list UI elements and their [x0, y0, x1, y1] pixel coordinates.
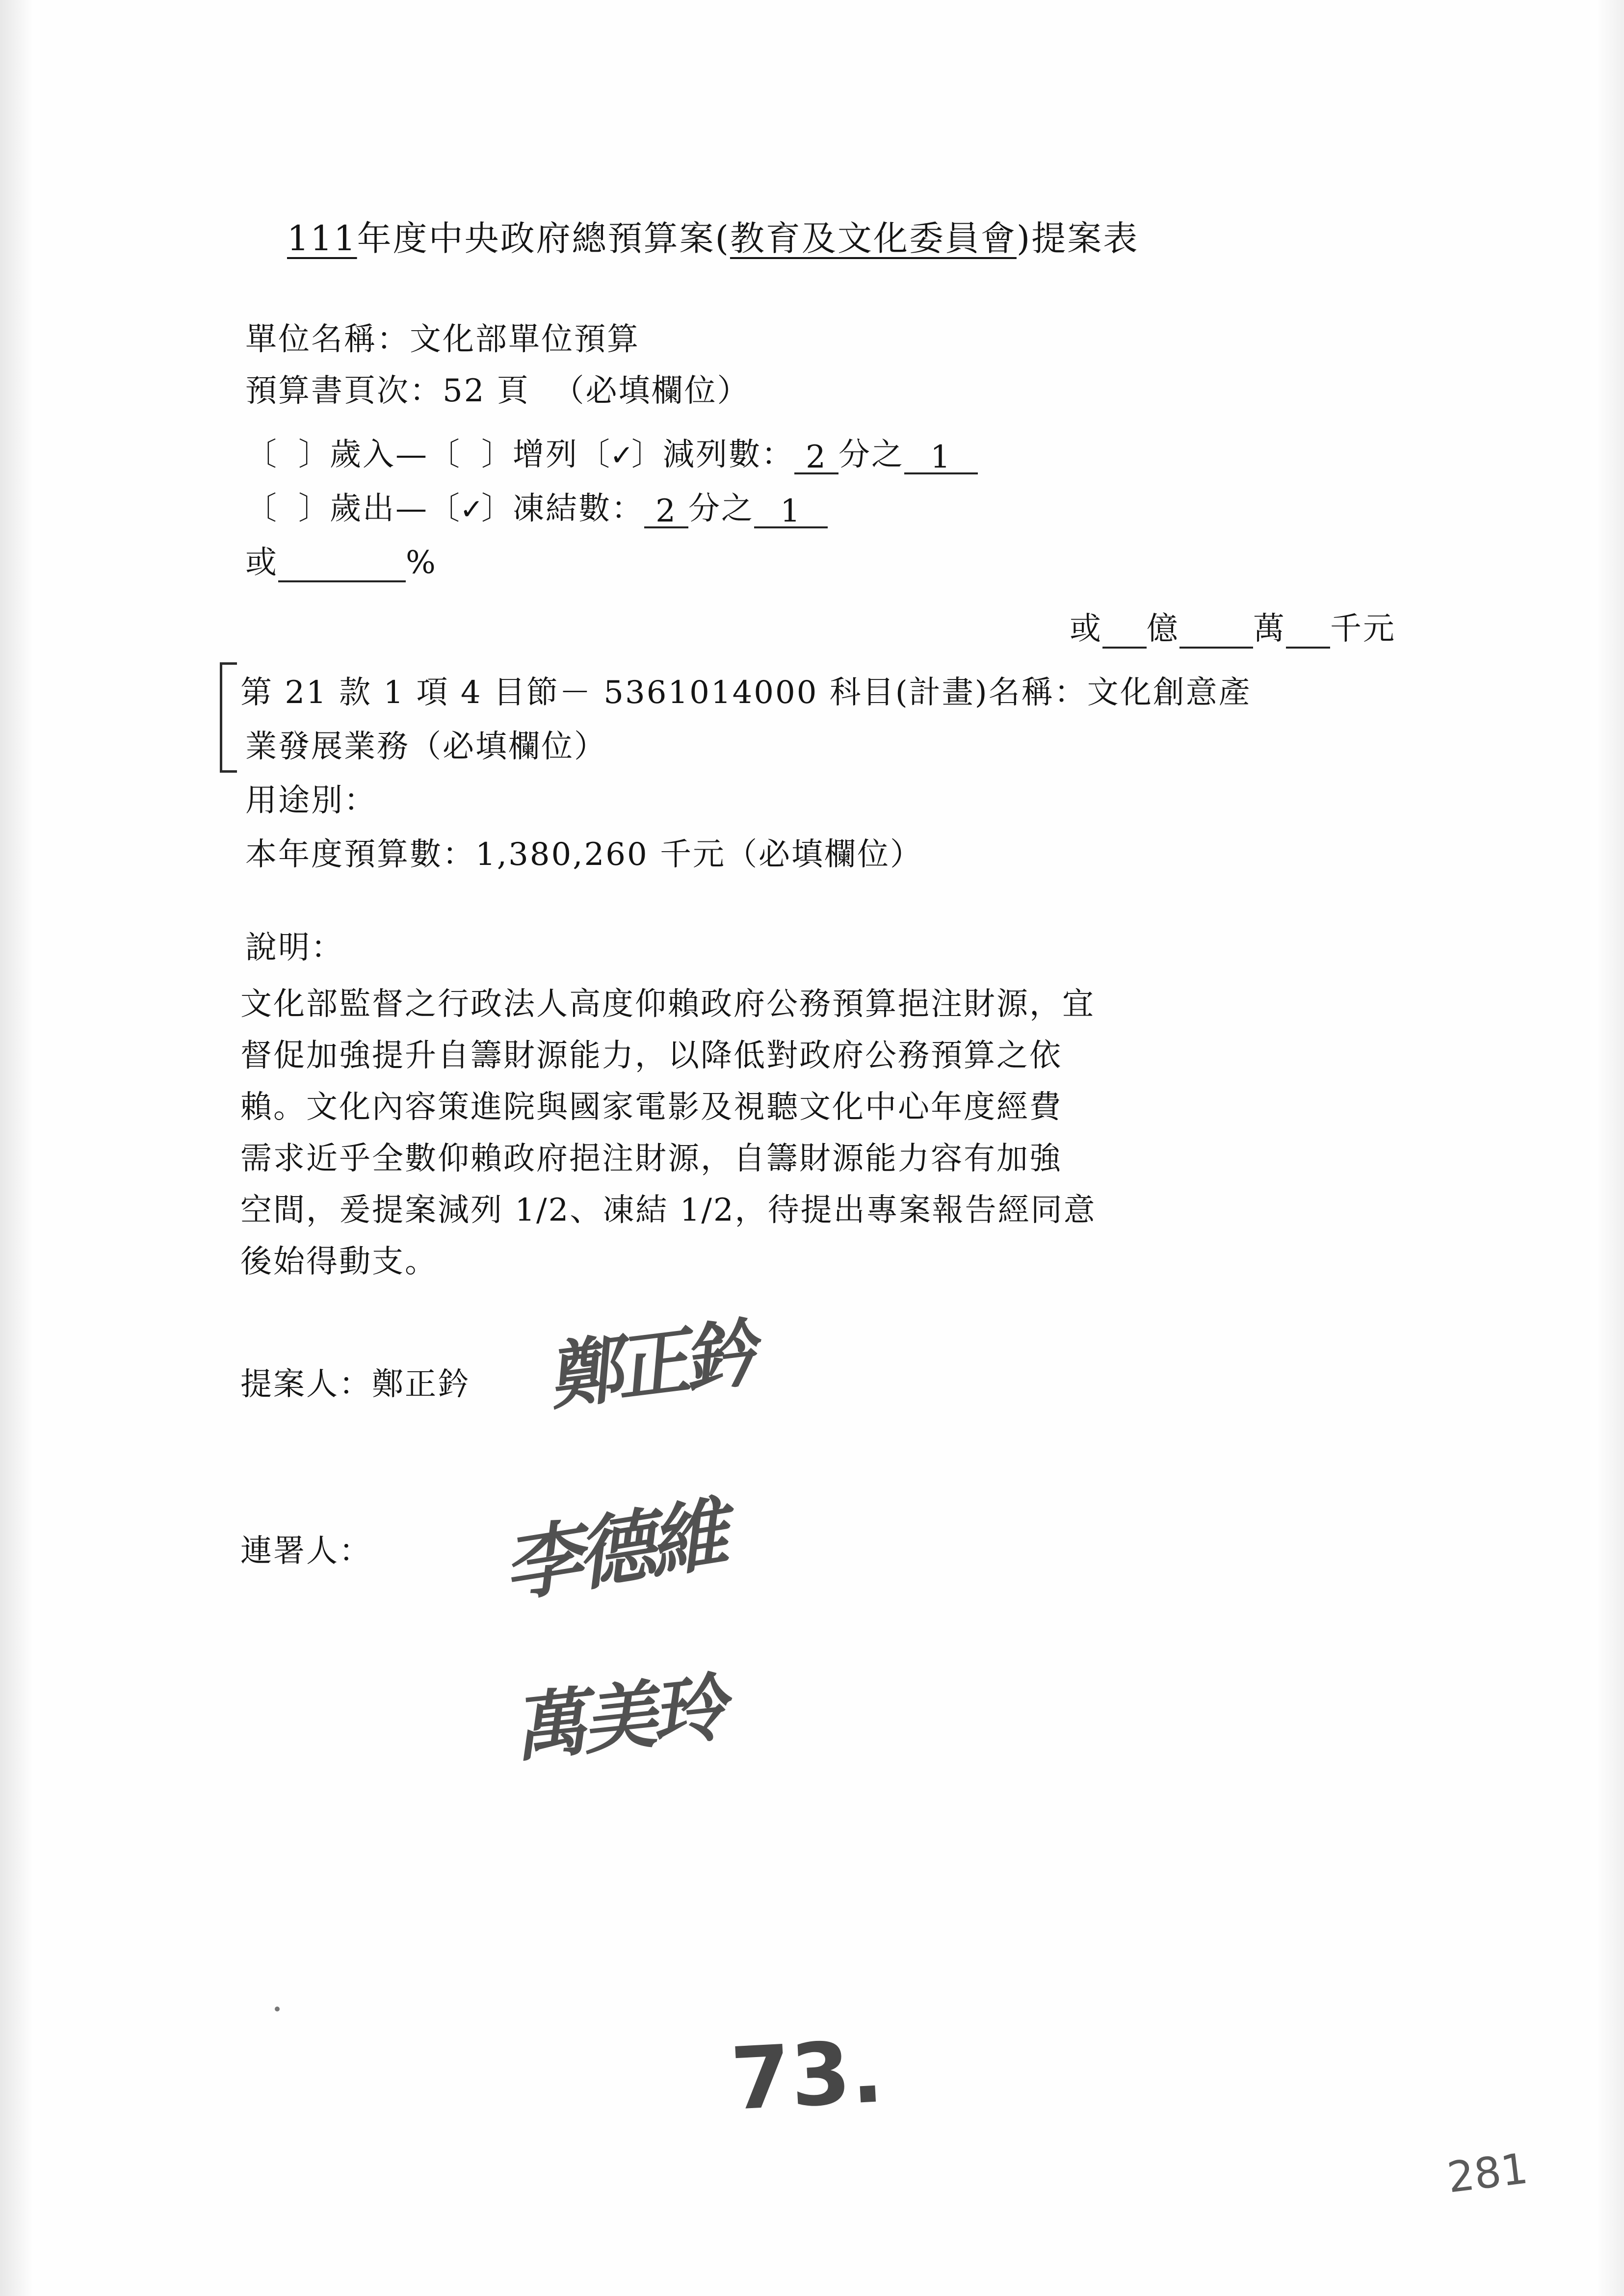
decrease-checkbox-mark: ✓ [610, 439, 634, 472]
page-title [287, 211, 1139, 261]
budget-page-row [245, 365, 750, 411]
usage-label: 用途別： [245, 783, 377, 819]
expenditure-denominator-field[interactable]: 2 [644, 496, 688, 528]
amount-yi-field[interactable] [1102, 647, 1147, 649]
amount-yi-unit: 億 [1147, 611, 1179, 647]
note-line: 後始得動支。 [240, 1244, 438, 1280]
or-percent-field[interactable] [278, 580, 406, 582]
freeze-checkbox[interactable]: 〔✓〕 [428, 491, 513, 527]
budget-value: 1,380,260 千元 [475, 836, 726, 873]
proposer-signature: 鄭正鈐 [550, 1309, 760, 1421]
amount-row [1070, 603, 1396, 649]
increase-label: 增列 [513, 437, 578, 473]
expenditure-label: 歲出— [330, 491, 428, 527]
note-line: 賴。文化內容策進院與國家電影及視聽文化中心年度經費 [240, 1089, 1062, 1125]
freeze-checkbox-mark: ✓ [460, 493, 484, 526]
income-label: 歲入— [330, 437, 428, 473]
budget-page-label: 預算書頁次： [245, 373, 443, 409]
unit-name-row [245, 314, 640, 359]
subject-line-1: 第 21 款 1 項 4 目節－ 5361014000 科目(計畫)名稱：文化創意產 [240, 675, 1252, 711]
proposer-label: 提案人： [240, 1366, 372, 1403]
note-line: 空間，爰提案減列 1/2、凍結 1/2，待提出專案報告經同意 [240, 1192, 1097, 1228]
note-line: 文化部監督之行政法人高度仰賴政府公務預算挹注財源，宜 [240, 986, 1095, 1022]
budget-row [245, 829, 923, 874]
budget-label: 本年度預算數： [245, 836, 475, 873]
or-percent-row [245, 537, 437, 582]
income-numerator-field[interactable]: 1 [904, 443, 978, 474]
expenditure-numerator-field[interactable]: 1 [754, 496, 828, 528]
title-committee: 教育及文化委員會 [730, 218, 1017, 259]
stray-ink-mark [275, 2007, 280, 2011]
cosigner-signature-1: 李德維 [505, 1485, 735, 1615]
amount-wan-field[interactable] [1179, 647, 1253, 649]
amount-prefix: 或 [1070, 611, 1102, 647]
cosigner-label: 連署人： [240, 1533, 372, 1569]
budget-page-required: （必填欄位） [552, 373, 750, 409]
income-fraction-word: 分之 [838, 437, 904, 473]
note-line: 督促加強提升自籌財源能力，以降低對政府公務預算之依 [240, 1038, 1062, 1074]
subject-line-2: 業發展業務（必填欄位） [245, 729, 607, 765]
cosigner-signature-2: 萬美玲 [513, 1664, 734, 1773]
decrease-label: 減列數： [663, 437, 794, 473]
subject-bracket [220, 662, 237, 773]
expenditure-fraction-word: 分之 [688, 491, 754, 527]
title-rest: 年度中央政府總預算案( [357, 218, 730, 259]
title-year: 111 [287, 218, 357, 259]
amount-qian-field[interactable] [1286, 647, 1330, 649]
unit-name-value: 文化部單位預算 [410, 321, 640, 358]
unit-name-label: 單位名稱： [245, 321, 410, 358]
budget-required: （必填欄位） [726, 836, 923, 873]
note-label: 說明： [245, 930, 344, 966]
income-denominator-field[interactable]: 2 [794, 443, 838, 474]
amount-wan-unit: 萬 [1253, 611, 1286, 647]
increase-checkbox[interactable]: 〔 〕 [428, 437, 513, 473]
proposer-row [240, 1359, 471, 1404]
income-checkbox[interactable]: 〔 〕 [245, 437, 330, 473]
freeze-label: 凍結數： [513, 491, 644, 527]
expenditure-checkbox[interactable]: 〔 〕 [245, 491, 330, 527]
income-row [245, 429, 978, 474]
or-percent-label: 或 [245, 545, 278, 581]
page-number-handwritten: 73. [728, 2022, 886, 2130]
note-line: 需求近乎全數仰賴政府挹注財源，自籌財源能力容有加強 [240, 1141, 1062, 1177]
amount-qian-unit: 千元 [1330, 611, 1396, 647]
title-suffix: )提案表 [1016, 218, 1139, 259]
budget-page-value: 52 頁 [443, 373, 530, 409]
page-number-corner: 281 [1444, 2144, 1531, 2203]
percent-sign: % [406, 545, 437, 581]
expenditure-row [245, 483, 828, 528]
decrease-checkbox[interactable]: 〔✓〕 [578, 437, 663, 473]
proposer-name: 鄭正鈐 [372, 1366, 471, 1403]
